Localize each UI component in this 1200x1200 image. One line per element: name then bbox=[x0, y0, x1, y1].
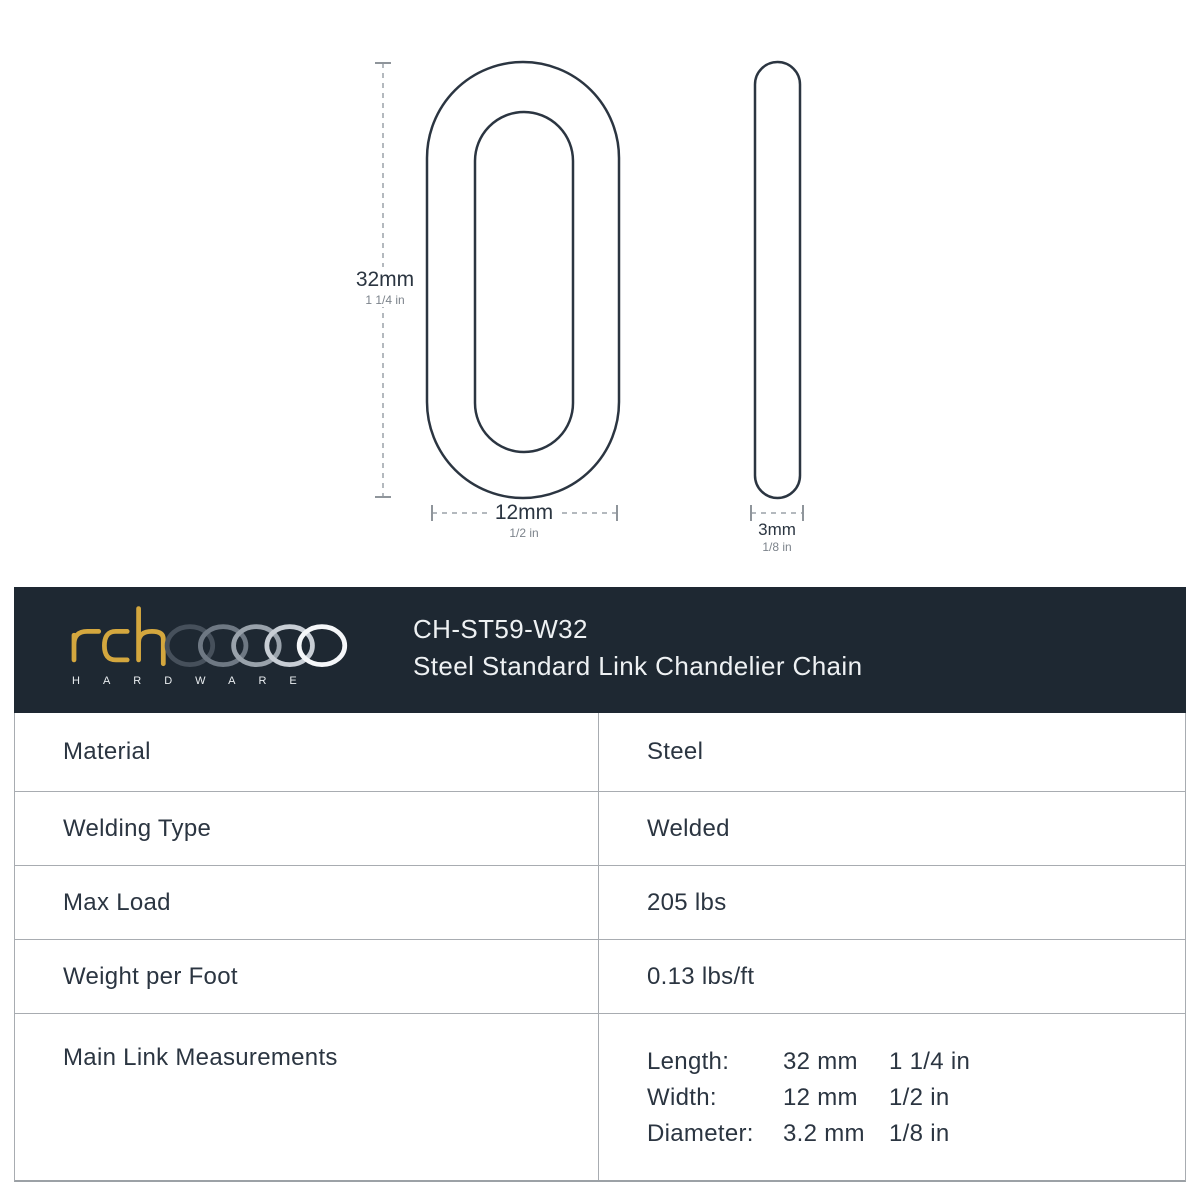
link-front-outer-outline bbox=[427, 62, 619, 498]
spec-row-weight-per-foot bbox=[15, 940, 1185, 1014]
spec-value: 205 lbs bbox=[647, 888, 727, 916]
measurement-name: Length: bbox=[647, 1048, 730, 1075]
thickness-dimension-in: 1/8 in bbox=[762, 540, 792, 554]
spec-value: Steel bbox=[647, 738, 704, 765]
measurement-in: 1/8 in bbox=[889, 1120, 950, 1147]
height-dimension-in: 1 1/4 in bbox=[361, 293, 408, 307]
spec-label: Weight per Foot bbox=[15, 940, 599, 1013]
spec-value: Welded bbox=[647, 814, 730, 842]
measurement-name: Diameter: bbox=[647, 1120, 754, 1147]
measurement-mm: 32 mm bbox=[783, 1048, 858, 1075]
measurement-diameter bbox=[647, 1116, 970, 1152]
chain-link-drawing bbox=[0, 0, 1200, 587]
measurements-list bbox=[647, 1044, 970, 1152]
width-dimension-mm: 12mm bbox=[489, 500, 559, 526]
logo-letters-rch bbox=[74, 609, 163, 664]
product-sku: CH-ST59-W32 bbox=[413, 614, 588, 644]
measurement-mm: 12 mm bbox=[783, 1084, 858, 1111]
product-header bbox=[14, 587, 1186, 713]
spec-label: Main Link Measurements bbox=[15, 1014, 599, 1180]
measurement-mm: 3.2 mm bbox=[783, 1120, 865, 1147]
brand-wordmark: HARDWARE bbox=[72, 675, 320, 687]
height-dimension-mm: 32mm bbox=[350, 267, 420, 293]
product-name: Steel Standard Link Chandelier Chain bbox=[413, 651, 863, 681]
spec-table bbox=[14, 713, 1186, 1182]
spec-label: Welding Type bbox=[15, 792, 599, 865]
measurement-width bbox=[647, 1080, 970, 1116]
spec-row-material bbox=[15, 713, 1185, 792]
logo-chain-links bbox=[167, 627, 345, 665]
measurement-name: Width: bbox=[647, 1084, 717, 1111]
spec-row-welding-type bbox=[15, 792, 1185, 866]
spec-label: Material bbox=[15, 713, 599, 791]
thickness-dimension-mm: 3mm bbox=[758, 520, 796, 539]
brand-logo bbox=[62, 601, 352, 677]
product-title-block bbox=[413, 611, 862, 685]
measurement-in: 1/2 in bbox=[889, 1084, 950, 1111]
link-side-outline bbox=[755, 62, 800, 498]
spec-value: 0.13 lbs/ft bbox=[647, 962, 755, 990]
spec-label: Max Load bbox=[15, 866, 599, 939]
width-dimension-in: 1/2 in bbox=[509, 526, 539, 540]
link-front-inner-outline bbox=[475, 112, 573, 452]
spec-row-max-load bbox=[15, 866, 1185, 940]
measurement-length bbox=[647, 1044, 970, 1080]
dimension-diagram bbox=[0, 0, 1200, 587]
measurement-in: 1 1/4 in bbox=[889, 1048, 971, 1075]
spec-row-main-link-measurements bbox=[15, 1014, 1185, 1180]
